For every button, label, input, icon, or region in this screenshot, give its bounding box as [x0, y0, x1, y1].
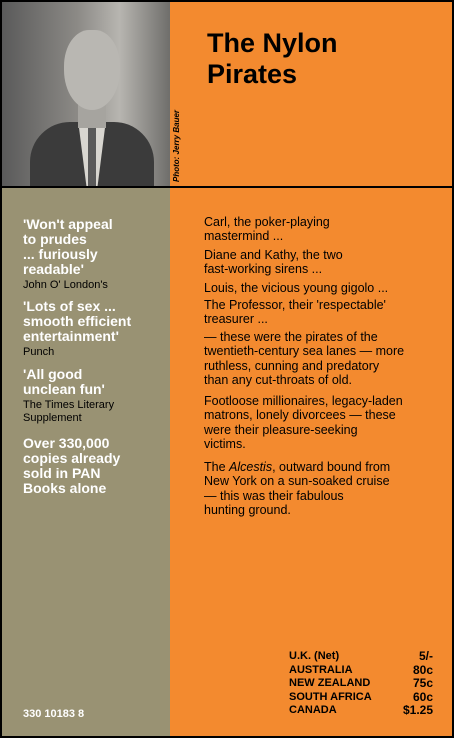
description-paragraph: [204, 298, 386, 327]
description-paragraph: [204, 330, 404, 388]
description-line: treasurer ...: [204, 312, 268, 327]
price-region: NEW ZEALAND: [289, 677, 371, 689]
source-line: John O' London's: [23, 279, 108, 291]
isbn: 330 10183 8: [23, 708, 85, 720]
photo-tie: [88, 128, 96, 186]
price-amount: $1.25: [402, 703, 433, 717]
quote-line: ... furiously: [23, 246, 98, 262]
photo-head: [64, 30, 120, 110]
description-line: than any cut-throats of old.: [204, 373, 353, 388]
description-line: The Professor, their 'respectable': [204, 298, 386, 312]
quote-line: 'Lots of sex ...: [23, 298, 116, 314]
description-line: twentieth-century sea lanes — more: [204, 344, 405, 359]
price-region: SOUTH AFRICA: [289, 690, 372, 703]
price-region: CANADA: [289, 704, 337, 716]
description-line: — this was their fabulous: [204, 488, 344, 503]
description-line: victims.: [204, 437, 246, 452]
description-paragraph: [204, 394, 403, 452]
description-line: matrons, lonely divorcees — these: [204, 408, 396, 423]
ship-name: Alcestis: [229, 460, 273, 474]
description-paragraph: [204, 248, 343, 277]
blurb-line: Books alone: [23, 480, 107, 496]
quote-line: smooth efficient: [23, 313, 132, 329]
quote-line: to prudes: [23, 231, 87, 247]
review-source: [23, 399, 114, 425]
quote-line: 'All good: [23, 366, 83, 382]
description-line: ruthless, cunning and predatory: [204, 358, 380, 373]
book-back-cover: [2, 2, 452, 736]
price-row: [289, 664, 433, 678]
blurb-line: Over 330,000: [23, 435, 110, 451]
review-quote: [23, 217, 113, 277]
price-amount: 75c: [412, 676, 433, 690]
price-list: [289, 650, 433, 718]
quote-line: readable': [23, 261, 84, 277]
quote-line: 'Won't appeal: [23, 216, 113, 232]
description-line: mastermind ...: [204, 229, 284, 244]
description-line: New York on a sun-soaked cruise: [204, 474, 390, 489]
blurb-line: copies already: [23, 450, 121, 466]
description-text: , outward bound from: [272, 460, 391, 474]
review-source: [23, 346, 54, 359]
price-amount: 80c: [412, 662, 433, 677]
source-line: Punch: [23, 346, 55, 358]
description-paragraph: [204, 460, 390, 518]
title-line: Pirates: [207, 59, 298, 89]
price-amount: 60c: [412, 689, 433, 704]
author-photo: [2, 2, 170, 186]
price-row: [289, 677, 433, 691]
description-line: fast-working sirens ...: [204, 262, 323, 277]
title-line: The Nylon: [207, 28, 338, 58]
source-line: The Times Literary: [23, 399, 115, 411]
description-line: were their pleasure-seeking: [204, 422, 358, 437]
photo-credit: Photo: Jerry Bauer: [172, 109, 181, 182]
review-quote: [23, 299, 131, 344]
description-text: The: [204, 460, 230, 474]
review-quote: [23, 367, 105, 397]
quote-line: unclean fun': [23, 381, 105, 397]
price-row: [289, 704, 433, 718]
price-amount: 5/-: [418, 649, 433, 663]
description-line: Footloose millionaires, legacy-laden: [204, 394, 403, 408]
blurb-line: sold in PAN: [23, 465, 101, 481]
price-row: [289, 691, 433, 705]
description-line: — these were the pirates of the: [204, 330, 378, 344]
book-title: [207, 28, 338, 90]
review-source: [23, 279, 108, 292]
description-line: hunting ground.: [204, 503, 291, 518]
quote-line: entertainment': [23, 328, 119, 344]
description-paragraph: [204, 215, 330, 244]
description-line: Carl, the poker-playing: [204, 215, 330, 229]
price-region: U.K. (Net): [289, 650, 340, 662]
sales-blurb: [23, 436, 120, 496]
description-line: Diane and Kathy, the two: [204, 248, 343, 262]
source-line: Supplement: [23, 412, 82, 424]
price-region: AUSTRALIA: [289, 663, 353, 676]
description-paragraph: [204, 281, 388, 295]
price-row: [289, 650, 433, 664]
description-line: Louis, the vicious young gigolo ...: [204, 281, 389, 295]
